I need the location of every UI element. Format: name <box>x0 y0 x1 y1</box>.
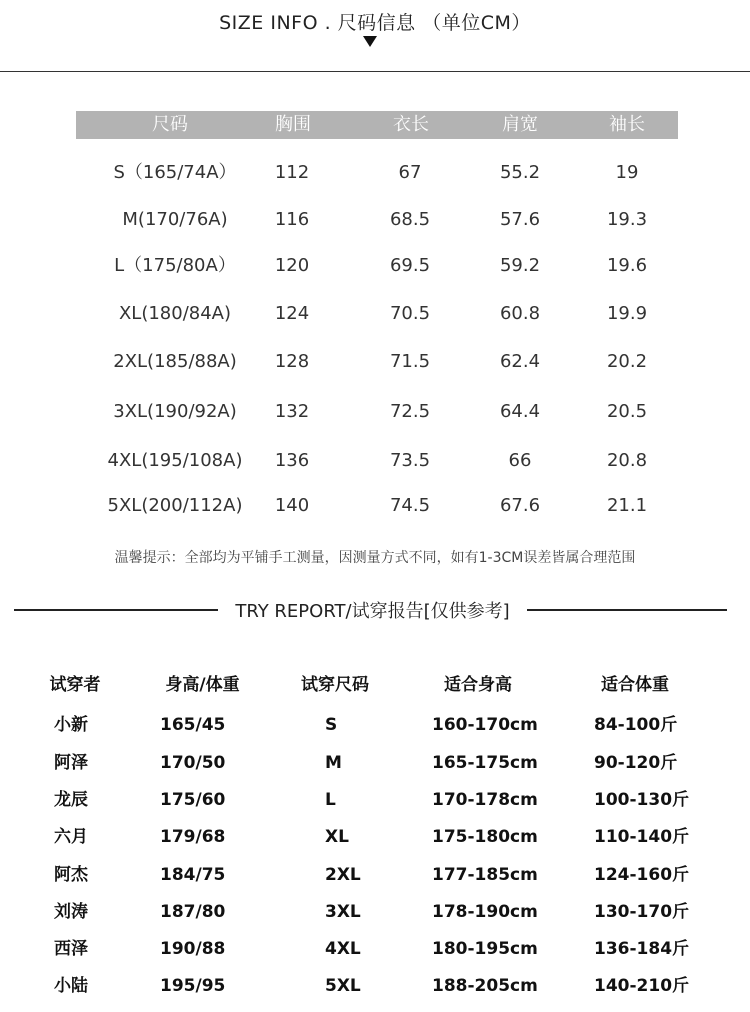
try-table-cell: 180-195cm <box>432 939 538 959</box>
size-table-cell: 60.8 <box>499 303 541 324</box>
try-col-header: 适合体重 <box>601 675 669 695</box>
size-table-cell: 71.5 <box>389 351 431 372</box>
size-table-row <box>0 397 750 427</box>
size-table-cell: 67 <box>398 162 422 183</box>
try-table-header <box>0 670 750 700</box>
size-table-row <box>0 251 750 281</box>
try-table-row <box>0 822 750 852</box>
try-table-cell: 175/60 <box>160 790 226 810</box>
try-table-row <box>0 934 750 964</box>
try-table-cell: 西泽 <box>54 939 88 959</box>
try-table-cell: 阿杰 <box>54 865 88 885</box>
try-table-cell: 136-184斤 <box>594 939 690 959</box>
size-table-cell: 116 <box>274 209 310 230</box>
size-table-cell: 4XL(195/108A) <box>107 450 243 471</box>
try-table-row <box>0 971 750 1001</box>
size-col-header: 肩宽 <box>502 114 538 135</box>
try-table-cell: 179/68 <box>160 827 226 847</box>
try-table-row <box>0 860 750 890</box>
size-table-row <box>0 205 750 235</box>
size-table-cell: S（165/74A） <box>113 162 237 183</box>
size-col-header: 袖长 <box>609 114 645 135</box>
size-table-cell: 5XL(200/112A) <box>107 495 243 516</box>
try-table-cell: 187/80 <box>160 902 226 922</box>
size-table-cell: 68.5 <box>389 209 431 230</box>
size-table-cell: 73.5 <box>389 450 431 471</box>
size-table-row <box>0 446 750 476</box>
try-table-row <box>0 897 750 927</box>
try-table-cell: 5XL <box>325 976 361 996</box>
try-table-cell: M <box>325 753 342 773</box>
size-table-cell: 20.2 <box>606 351 648 372</box>
size-table-cell: 19.3 <box>606 209 648 230</box>
try-table-cell: 阿泽 <box>54 753 88 773</box>
size-table-row <box>0 158 750 188</box>
try-table-cell: 170/50 <box>160 753 226 773</box>
try-table-cell: 188-205cm <box>432 976 538 996</box>
report-divider-left <box>14 609 218 611</box>
size-table-cell: 124 <box>274 303 310 324</box>
size-table-cell: 69.5 <box>389 255 431 276</box>
try-table-cell: 3XL <box>325 902 361 922</box>
size-table-cell: 62.4 <box>499 351 541 372</box>
size-table-cell: XL(180/84A) <box>118 303 232 324</box>
report-title: TRY REPORT/试穿报告[仅供参考] <box>235 601 510 622</box>
report-divider-right <box>527 609 727 611</box>
triangle-down-icon <box>363 36 377 47</box>
size-table-cell: 19 <box>615 162 639 183</box>
try-table-cell: 刘涛 <box>54 902 88 922</box>
try-table-cell: 165/45 <box>160 715 226 735</box>
try-table-cell: 178-190cm <box>432 902 538 922</box>
try-table-cell: 160-170cm <box>432 715 538 735</box>
try-table-cell: 2XL <box>325 865 361 885</box>
size-table-row <box>0 347 750 377</box>
size-table-cell: 57.6 <box>499 209 541 230</box>
size-col-header: 衣长 <box>393 114 429 135</box>
size-table-cell: 136 <box>274 450 310 471</box>
size-table-cell: 70.5 <box>389 303 431 324</box>
size-table-cell: 120 <box>274 255 310 276</box>
try-table-cell: 90-120斤 <box>594 753 678 773</box>
size-table-header <box>76 111 678 139</box>
try-table-cell: 177-185cm <box>432 865 538 885</box>
try-table-cell: 4XL <box>325 939 361 959</box>
size-table-cell: 66 <box>508 450 532 471</box>
size-table-cell: 59.2 <box>499 255 541 276</box>
try-table-cell: L <box>325 790 336 810</box>
measurement-tip: 温馨提示：全部均为平铺手工测量，因测量方式不同，如有1-3CM误差皆属合理范围 <box>114 550 636 566</box>
try-table-cell: 190/88 <box>160 939 226 959</box>
size-table-cell: M(170/76A) <box>122 209 228 230</box>
try-col-header: 适合身高 <box>444 675 512 695</box>
size-table-cell: 20.5 <box>606 401 648 422</box>
size-table-cell: 132 <box>274 401 310 422</box>
size-table-cell: 55.2 <box>499 162 541 183</box>
size-table-cell: 74.5 <box>389 495 431 516</box>
try-table-cell: 110-140斤 <box>594 827 690 847</box>
try-table-cell: 175-180cm <box>432 827 538 847</box>
try-table-row <box>0 785 750 815</box>
try-col-header: 身高/体重 <box>165 675 240 695</box>
size-table-row <box>0 299 750 329</box>
try-col-header: 试穿者 <box>49 675 101 695</box>
size-table-cell: 72.5 <box>389 401 431 422</box>
size-col-header: 尺码 <box>152 114 188 135</box>
try-table-cell: 84-100斤 <box>594 715 678 735</box>
try-col-header: 试穿尺码 <box>301 675 369 695</box>
try-table-row <box>0 710 750 740</box>
try-table-cell: 165-175cm <box>432 753 538 773</box>
size-col-header: 胸围 <box>275 114 311 135</box>
try-table-row <box>0 748 750 778</box>
size-table-cell: 64.4 <box>499 401 541 422</box>
size-table-cell: 67.6 <box>499 495 541 516</box>
try-table-cell: 130-170斤 <box>594 902 690 922</box>
try-table-cell: 龙辰 <box>54 790 88 810</box>
size-table-cell: 20.8 <box>606 450 648 471</box>
size-table-cell: 3XL(190/92A) <box>113 401 237 422</box>
header-divider <box>0 71 750 72</box>
size-table-row <box>0 491 750 521</box>
try-table-cell: 195/95 <box>160 976 226 996</box>
try-table-cell: S <box>325 715 338 735</box>
size-table-cell: 112 <box>274 162 310 183</box>
try-table-cell: 170-178cm <box>432 790 538 810</box>
size-table-cell: 21.1 <box>606 495 648 516</box>
try-table-cell: 小新 <box>54 715 88 735</box>
try-table-cell: 100-130斤 <box>594 790 690 810</box>
try-table-cell: XL <box>325 827 349 847</box>
size-table-cell: 19.6 <box>606 255 648 276</box>
try-table-cell: 六月 <box>54 827 88 847</box>
size-table-cell: 19.9 <box>606 303 648 324</box>
try-table-cell: 小陆 <box>54 976 88 996</box>
page-header-title: SIZE INFO . 尺码信息 （单位CM） <box>219 12 531 34</box>
try-table-cell: 184/75 <box>160 865 226 885</box>
size-table-cell: 2XL(185/88A) <box>113 351 237 372</box>
try-table-cell: 140-210斤 <box>594 976 690 996</box>
size-table-cell: 128 <box>274 351 310 372</box>
size-table-cell: L（175/80A） <box>114 255 236 276</box>
try-table-cell: 124-160斤 <box>594 865 690 885</box>
size-table-cell: 140 <box>274 495 310 516</box>
